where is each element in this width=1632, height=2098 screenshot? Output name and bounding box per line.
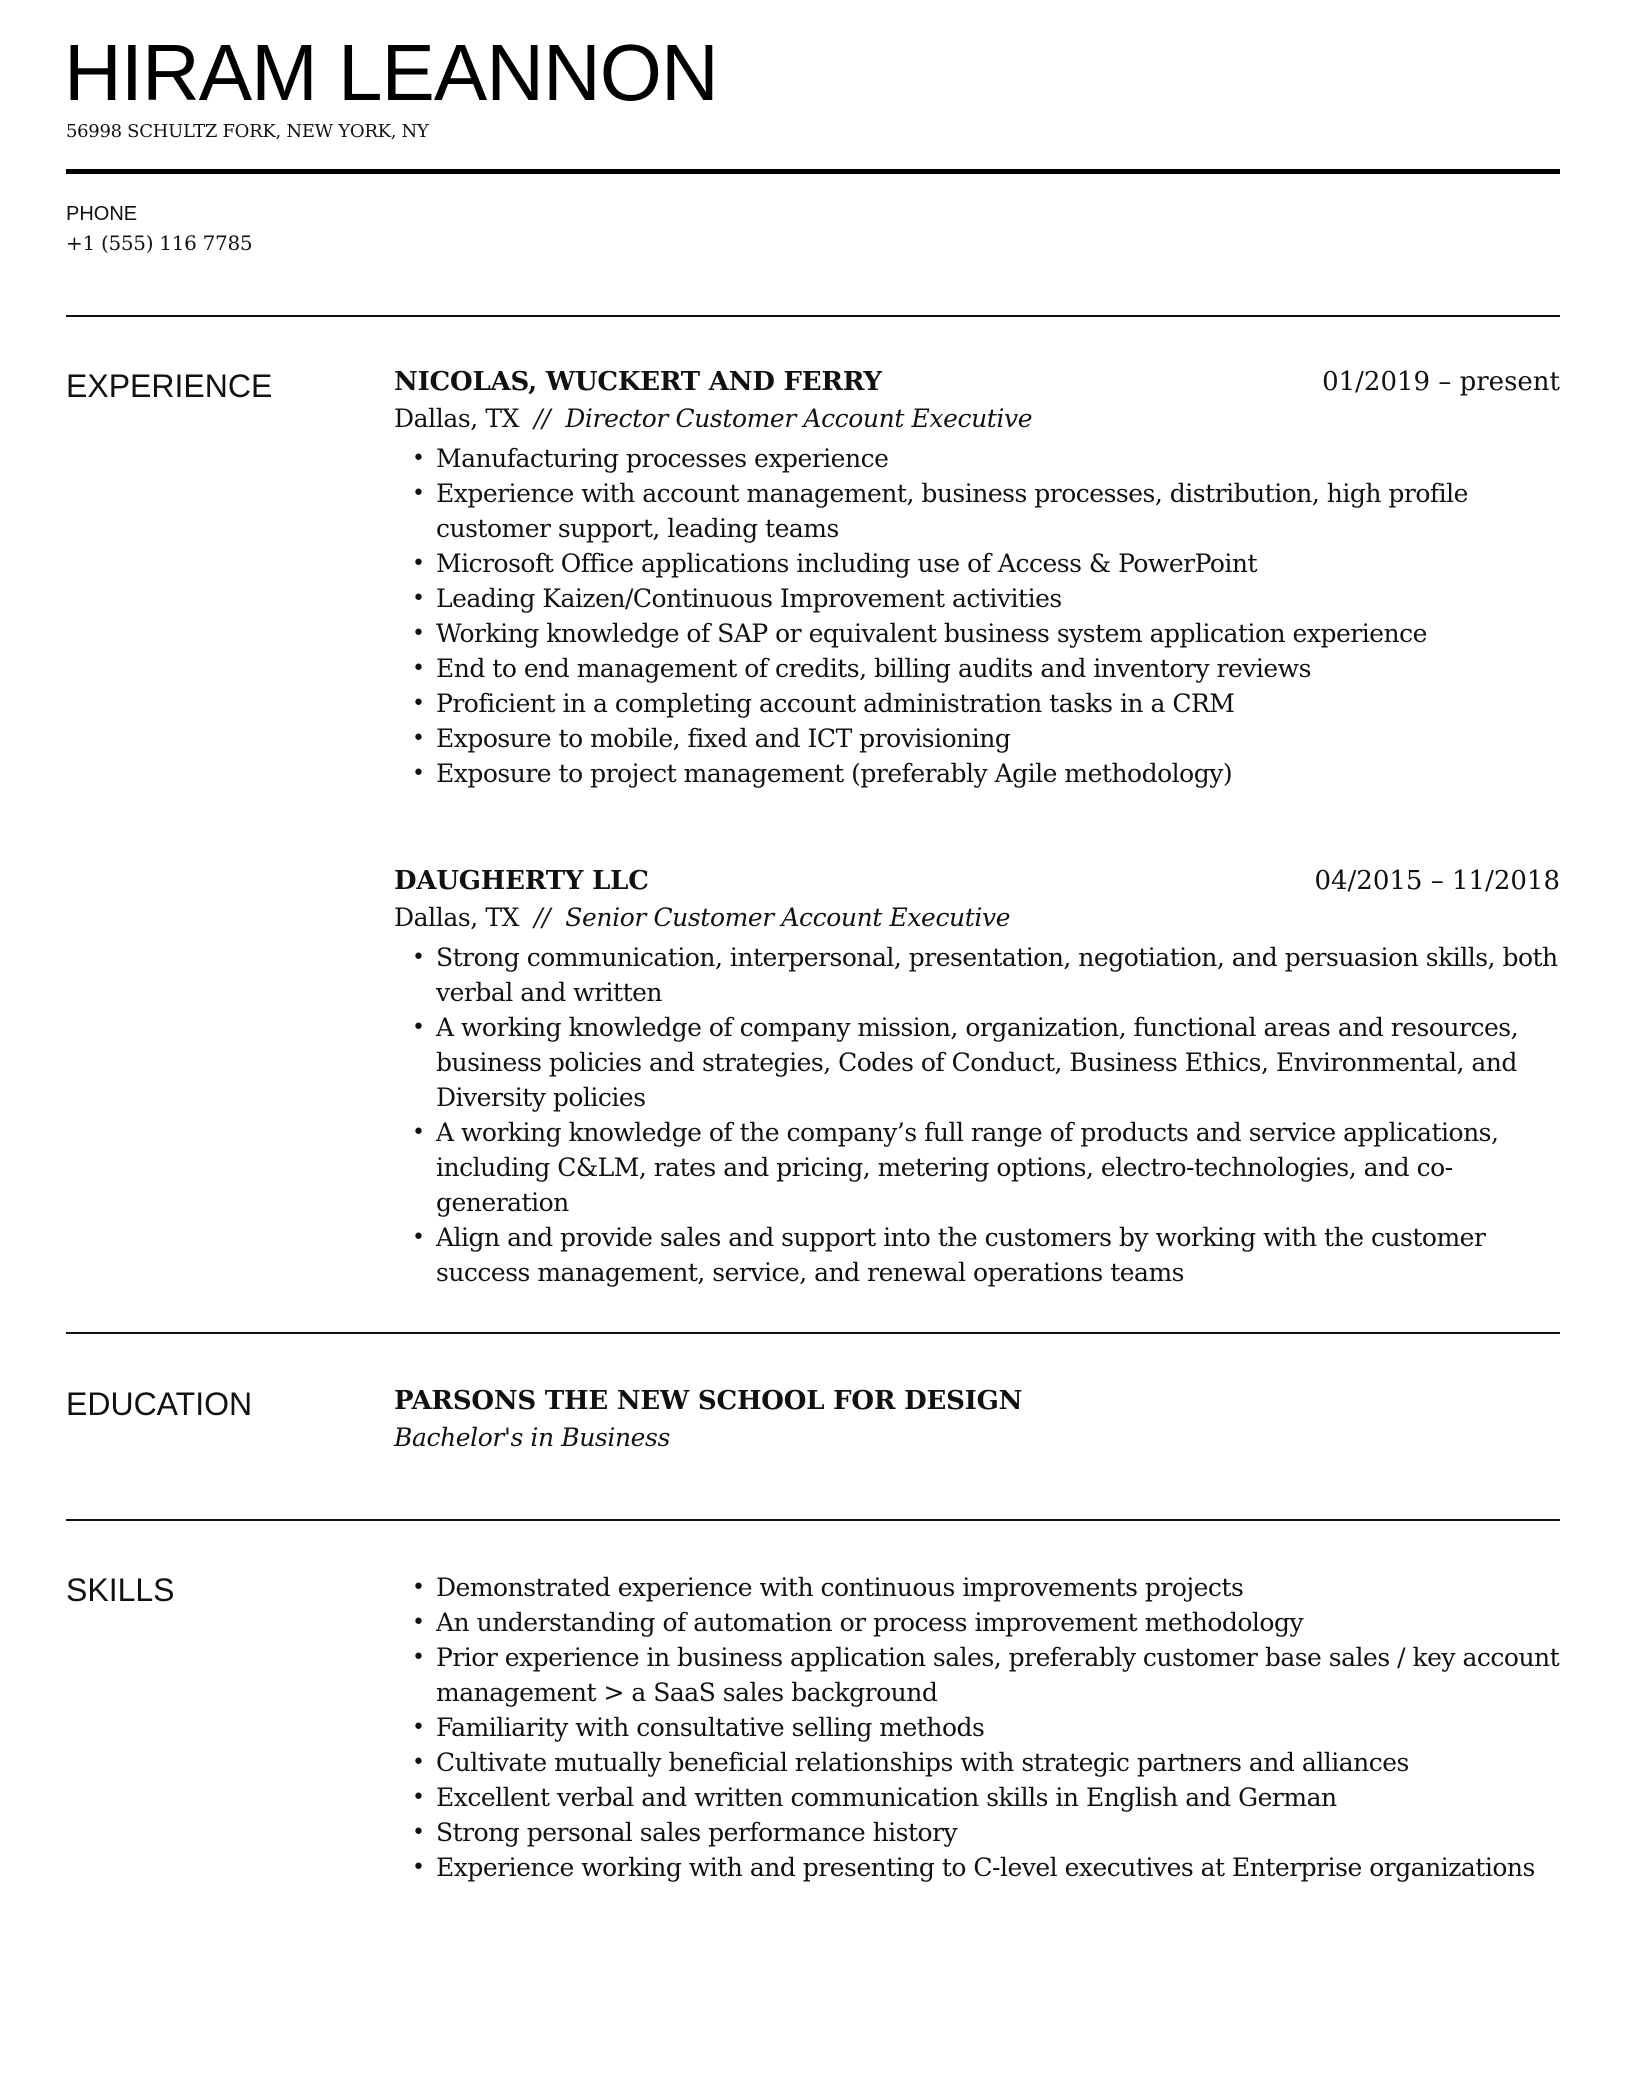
skill-item: • Cultivate mutually beneficial relationships with strategic partners and alliances <box>394 1745 1560 1780</box>
job-dates: 04/2015 – 11/2018 <box>1314 866 1560 896</box>
bullet-item: • A working knowledge of company mission, organization, functional areas and resources, business policies and strategies, Codes of Conduct, Business Ethics, Environmental, and Diversity policies <box>394 1010 1560 1115</box>
job-entry <box>394 365 1560 791</box>
job-dates: 01/2019 – present <box>1322 367 1560 397</box>
phone-label: PHONE <box>66 203 138 225</box>
address: 56998 SCHULTZ FORK, NEW YORK, NY <box>66 121 429 142</box>
job-subline <box>394 399 1560 439</box>
skill-item: • Experience working with and presenting to C-level executives at Enterprise organizations <box>394 1850 1560 1885</box>
job-separator: // <box>526 404 558 433</box>
skill-item: • An understanding of automation or process improvement methodology <box>394 1605 1560 1640</box>
job-header <box>394 365 1560 399</box>
job-header <box>394 864 1560 898</box>
bullet-item: • Strong communication, interpersonal, presentation, negotiation, and persuasion skills, both verbal and written <box>394 940 1560 1010</box>
bullet-item: • Align and provide sales and support into the customers by working with the customer success management, service, and renewal operations teams <box>394 1220 1560 1290</box>
job-subline <box>394 898 1560 938</box>
skills-heading: SKILLS <box>66 1572 175 1608</box>
section-divider <box>66 315 1560 317</box>
job-bullets <box>394 441 1560 791</box>
bullet-item: • Working knowledge of SAP or equivalent business system application experience <box>394 616 1560 651</box>
bullet-item: • Exposure to project management (preferably Agile methodology) <box>394 756 1560 791</box>
skill-item: • Strong personal sales performance history <box>394 1815 1560 1850</box>
company-name: DAUGHERTY LLC <box>394 866 649 896</box>
skill-item: • Prior experience in business application sales, preferably customer base sales / key account management > a SaaS sales background <box>394 1640 1560 1710</box>
skill-item: • Demonstrated experience with continuous improvements projects <box>394 1570 1560 1605</box>
skill-item: • Excellent verbal and written communication skills in English and German <box>394 1780 1560 1815</box>
bullet-item: • Manufacturing processes experience <box>394 441 1560 476</box>
company-name: NICOLAS, WUCKERT AND FERRY <box>394 367 882 397</box>
candidate-name: HIRAM LEANNON <box>64 28 718 117</box>
bullet-item: • End to end management of credits, billing audits and inventory reviews <box>394 651 1560 686</box>
section-divider <box>66 1519 1560 1521</box>
education-heading: EDUCATION <box>66 1386 253 1422</box>
bullet-item: • Exposure to mobile, fixed and ICT provisioning <box>394 721 1560 756</box>
job-title: Senior Customer Account Executive <box>565 903 1011 932</box>
skills-entry <box>394 1570 1560 1885</box>
job-location: Dallas, TX <box>394 404 520 433</box>
school-name: PARSONS THE NEW SCHOOL FOR DESIGN <box>394 1386 1023 1416</box>
skill-item: • Familiarity with consultative selling methods <box>394 1710 1560 1745</box>
experience-heading: EXPERIENCE <box>66 368 273 404</box>
job-location: Dallas, TX <box>394 903 520 932</box>
bullet-item: • Microsoft Office applications including use of Access & PowerPoint <box>394 546 1560 581</box>
bullet-item: • Proficient in a completing account administration tasks in a CRM <box>394 686 1560 721</box>
phone-value: +1 (555) 116 7785 <box>66 231 253 255</box>
section-divider <box>66 1332 1560 1334</box>
education-entry <box>394 1384 1560 1458</box>
job-entry <box>394 864 1560 1290</box>
degree: Bachelor's in Business <box>394 1423 670 1452</box>
skills-list <box>394 1570 1560 1885</box>
bullet-item: • A working knowledge of the company’s full range of products and service applications, including C&LM, rates and pricing, metering options, electro-technologies, and co-generation <box>394 1115 1560 1220</box>
bullet-item: • Leading Kaizen/Continuous Improvement activities <box>394 581 1560 616</box>
job-bullets <box>394 940 1560 1290</box>
bullet-item: • Experience with account management, business processes, distribution, high profile customer support, leading teams <box>394 476 1560 546</box>
header-divider <box>66 169 1560 174</box>
job-separator: // <box>526 903 558 932</box>
job-title: Director Customer Account Executive <box>565 404 1033 433</box>
